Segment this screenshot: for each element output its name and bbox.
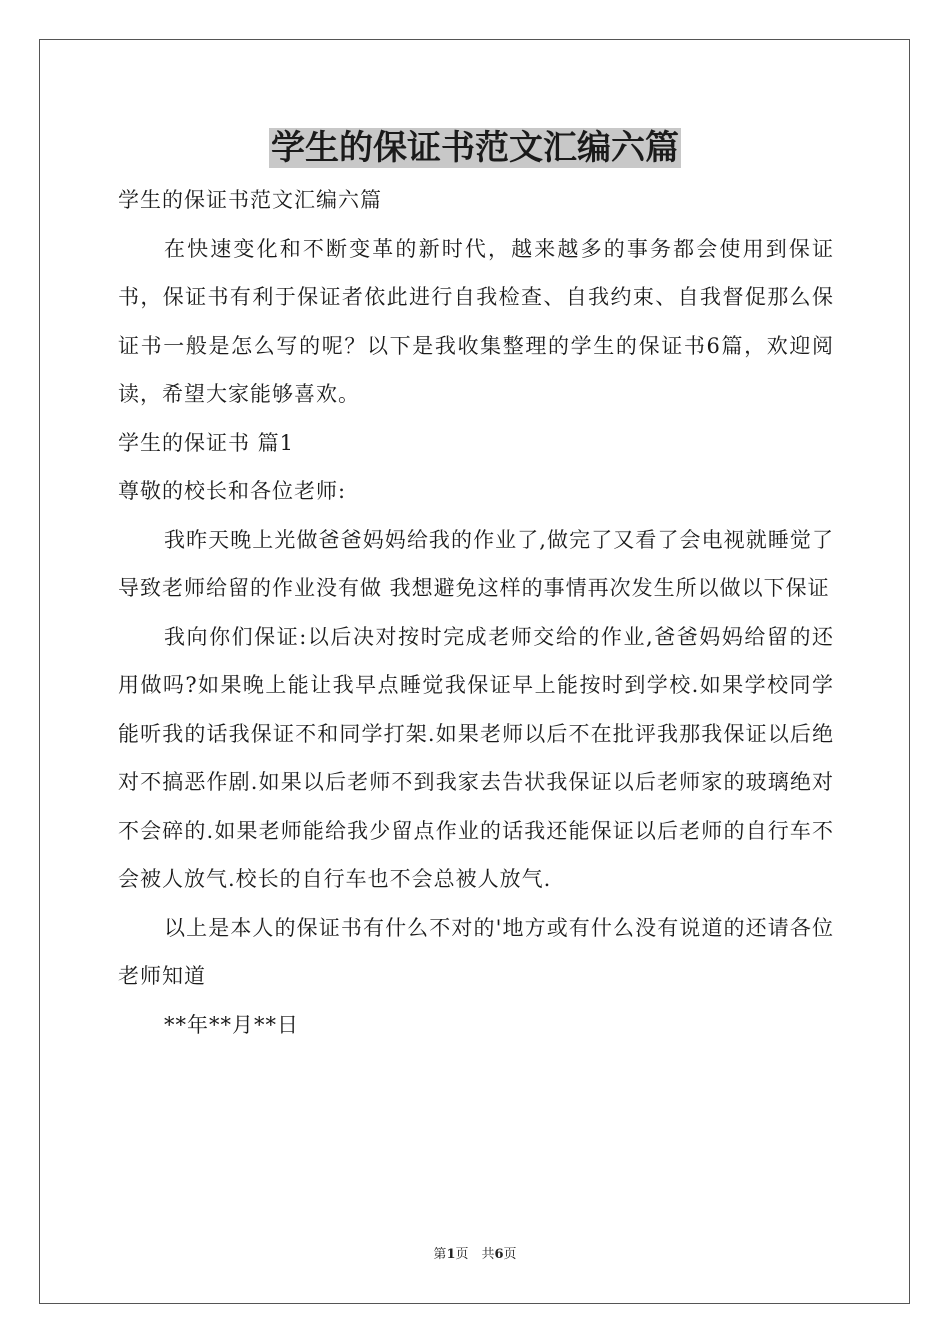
page-footer — [0, 1243, 950, 1262]
date-line: **年**月**日 — [164, 1012, 299, 1037]
salutation: 尊敬的校长和各位老师: — [118, 479, 347, 503]
section-heading: 学生的保证书 篇1 — [118, 430, 295, 455]
body-paragraph-3: 以上是本人的保证书有什么不对的'地方或有什么没有说道的还请各位老师知道 — [118, 915, 834, 988]
page-prefix: 第 — [433, 1247, 447, 1262]
page-total: 6 — [494, 1247, 504, 1262]
document-body — [118, 176, 834, 1049]
document-title: 学生的保证书范文汇编六篇 — [271, 128, 679, 168]
intro-paragraph: 在快速变化和不断变革的新时代，越来越多的事务都会使用到保证书，保证书有利于保证者依此进行自我检查、自我约束、自我督促那么保证书一般是怎么写的呢？以下是我收集整理的学生的保证书6篇，欢迎阅读，希望大家能够喜欢。 — [118, 236, 834, 406]
page-current: 1 — [446, 1247, 456, 1262]
page-mid: 页 共 — [455, 1247, 495, 1262]
body-paragraph-2: 我向你们保证:以后决对按时完成老师交给的作业,爸爸妈妈给留的还用做吗?如果晚上能让我早点睡觉我保证早上能按时到学校.如果学校同学能听我的话我保证不和同学打架.如果老师以后不在批评我那我保证以后绝对不搞恶作剧.如果以后老师不到我家去告状我保证以后老师家的玻璃绝对不会碎的.如果老师能给我少留点作业的话我还能保证以后老师的自行车不会被人放气.校长的自行车也不会总被人放气. — [118, 624, 834, 891]
page-suffix: 页 — [503, 1247, 517, 1262]
document-subtitle: 学生的保证书范文汇编六篇 — [118, 188, 382, 212]
body-paragraph-1: 我昨天晚上光做爸爸妈妈给我的作业了,做完了又看了会电视就睡觉了导致老师给留的作业没有做 我想避免这样的事情再次发生所以做以下保证 — [118, 527, 834, 600]
